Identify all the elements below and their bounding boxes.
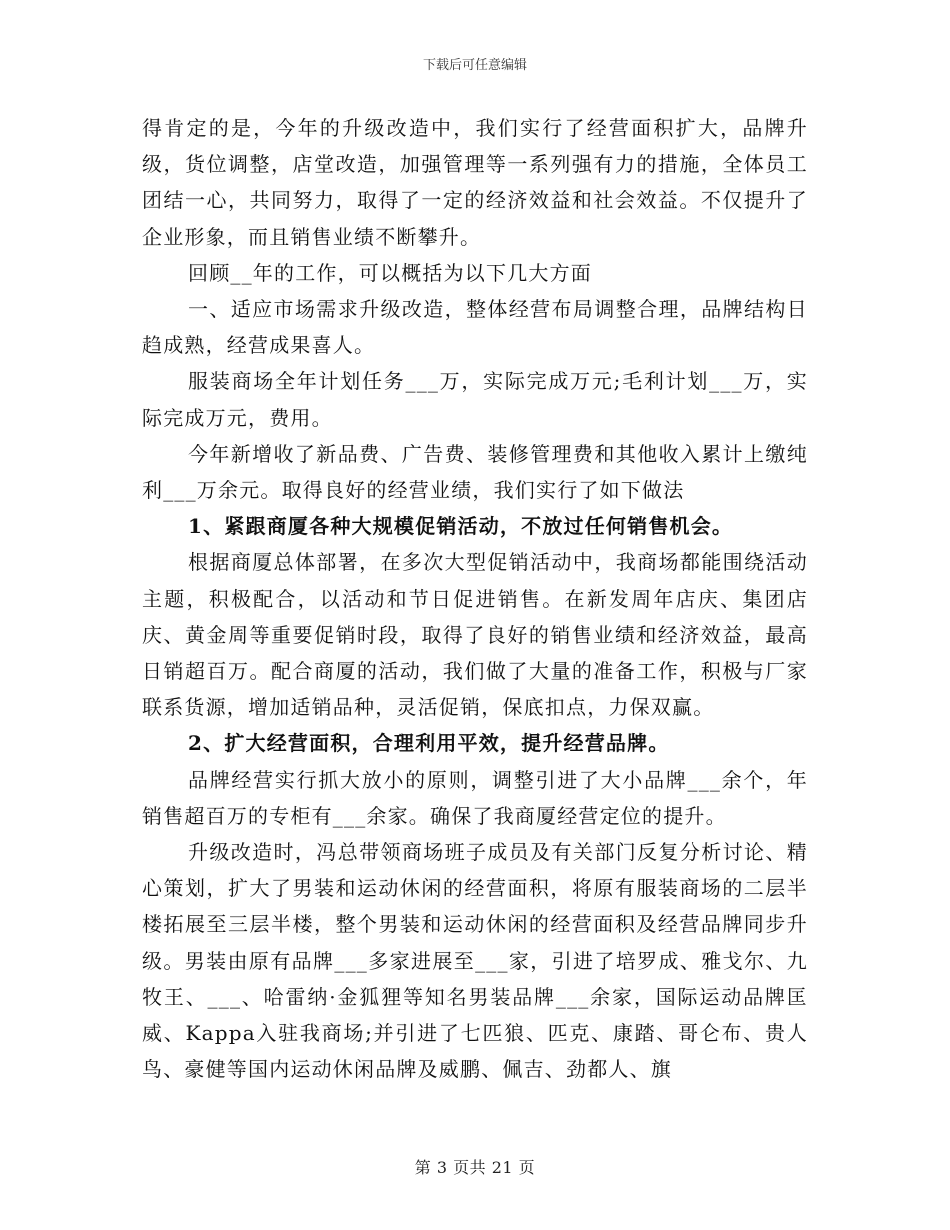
page-header: 下载后可任意编辑 xyxy=(422,58,527,73)
paragraph-upgrade-details: 升级改造时，冯总带领商场班子成员及有关部门反复分析讨论、精心策划，扩大了男装和运动休闲的经营面积，将原有服装商场的二层半楼拓展至三层半楼，整个男装和运动休闲的经营面积及经营品牌同步升级。男装由原有品牌___多家进展至___家，引进了培罗成、雅戈尔、九牧王、___、哈雷纳·金狐狸等知名男装品牌___余家，国际运动品牌匡威、Kappa入驻我商场;并引进了七匹狼、匹克、康踏、哥仑布、贵人鸟、豪健等国内运动休闲品牌及威鹏、佩吉、劲都人、旗 xyxy=(142,840,808,1082)
heading-promotions: 1、紧跟商厦各种大规模促销活动，不放过任何销售机会。 xyxy=(188,514,734,539)
paragraph-promotions: 根据商厦总体部署，在多次大型促销活动中，我商场都能围绕活动主题，积极配合，以活动和节日促进销售。在新发周年店庆、集团店庆、黄金周等重要促销时段，取得了良好的销售业绩和经济效益，最高日销超百万。配合商厦的活动，我们做了大量的准备工作，积极与厂家联系货源，增加适销品种，灵活促销，保底扣点，力保双赢。 xyxy=(142,550,808,720)
paragraph-review-summary: 回顾__年的工作，可以概括为以下几大方面 xyxy=(188,260,592,285)
paragraph-new-income: 今年新增收了新品费、广告费、装修管理费和其他收入累计上缴纯利___万余元。取得良好的经营业绩，我们实行了如下做法 xyxy=(142,441,808,503)
paragraph-brand-strategy: 品牌经营实行抓大放小的原则，调整引进了大小品牌___余个，年销售超百万的专柜有___余家。确保了我商厦经营定位的提升。 xyxy=(142,767,808,828)
paragraph-annual-plan: 服装商场全年计划任务___万，实际完成万元;毛利计划___万，实际完成万元，费用。 xyxy=(142,369,808,430)
paragraph-intro-continued: 得肯定的是，今年的升级改造中，我们实行了经营面积扩大，品牌升级，货位调整，店堂改造，加强管理等一系列强有力的措施，全体员工团结一心，共同努力，取得了一定的经济效益和社会效益。不仅提升了企业形象，而且销售业绩不断攀升。 xyxy=(142,116,808,249)
heading-expand-area: 2、扩大经营面积，合理利用平效，提升经营品牌。 xyxy=(188,731,670,756)
document-body xyxy=(142,110,808,1087)
page-number: 第 3 页共 21 页 xyxy=(414,1158,536,1177)
paragraph-section-one-title: 一、适应市场需求升级改造，整体经营布局调整合理，品牌结构日趋成熟，经营成果喜人。 xyxy=(142,297,808,358)
